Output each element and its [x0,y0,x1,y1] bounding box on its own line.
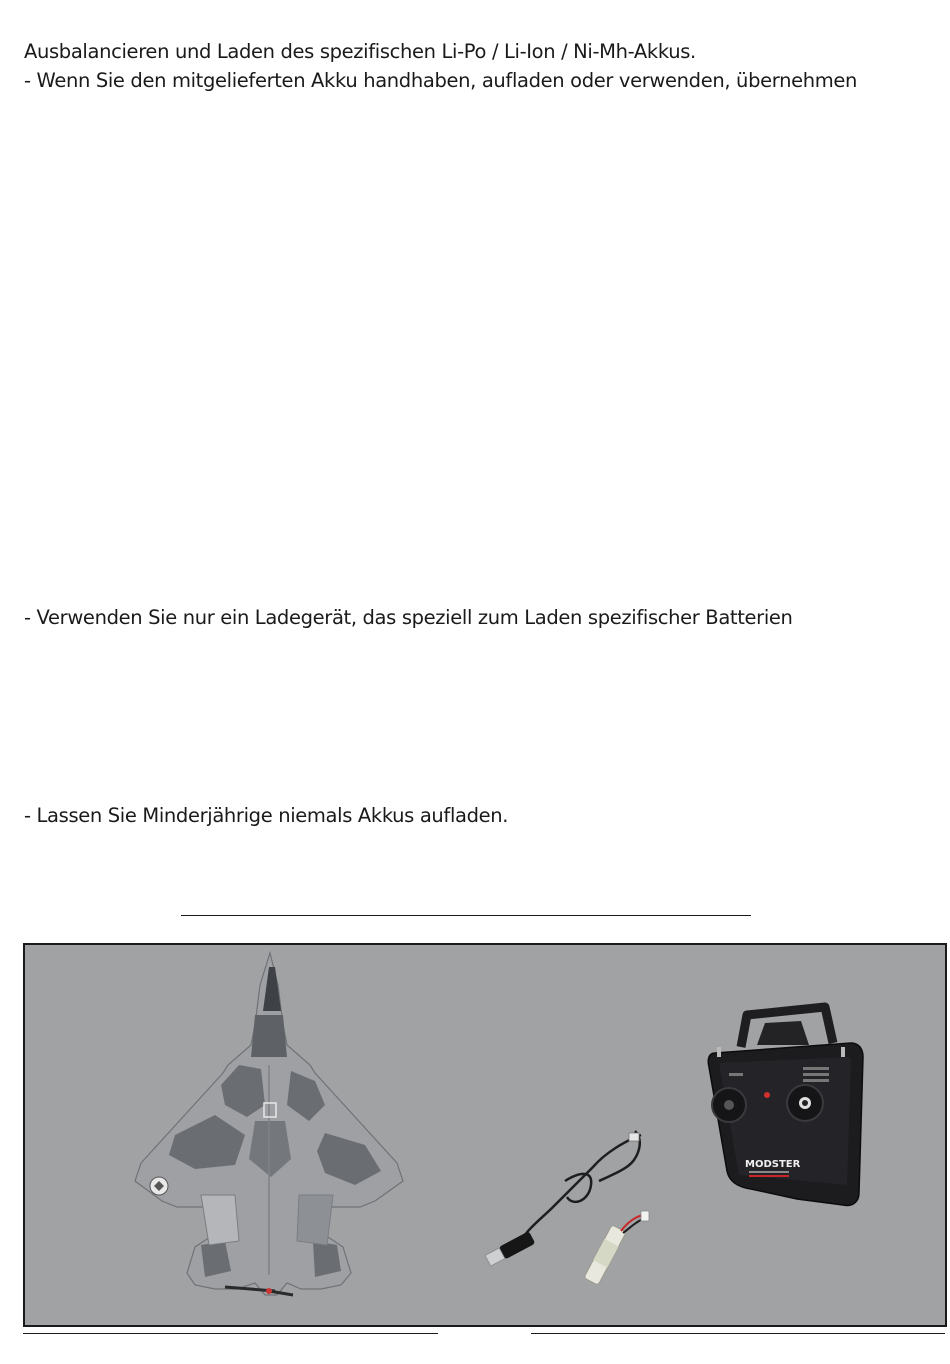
section-heading-rule [181,915,751,916]
bottom-rule-right [531,1333,945,1334]
lipo-battery-image [584,1211,649,1285]
text-line-charger-only: - Verwenden Sie nur ein Ladegerät, das speziell zum Laden spezifischer Batterien [24,606,793,629]
package-contents-illustration [25,945,945,1325]
package-contents-photo [23,943,947,1327]
rc-transmitter-image [708,1007,863,1206]
text-line-minors-warning: - Lassen Sie Minderjährige niemals Akkus aufladen. [24,804,509,827]
rc-jet-image [135,953,403,1295]
transmitter-brand-label: MODSTER [745,1159,801,1170]
text-line-battery-handling: - Wenn Sie den mitgelieferten Akku handhaben, aufladen oder verwenden, übernehmen [24,69,858,92]
text-line-battery-balancing: Ausbalancieren und Laden des spezifischen Li-Po / Li-Ion / Ni-Mh-Akkus. [24,40,696,63]
bottom-rule-left [23,1333,438,1334]
